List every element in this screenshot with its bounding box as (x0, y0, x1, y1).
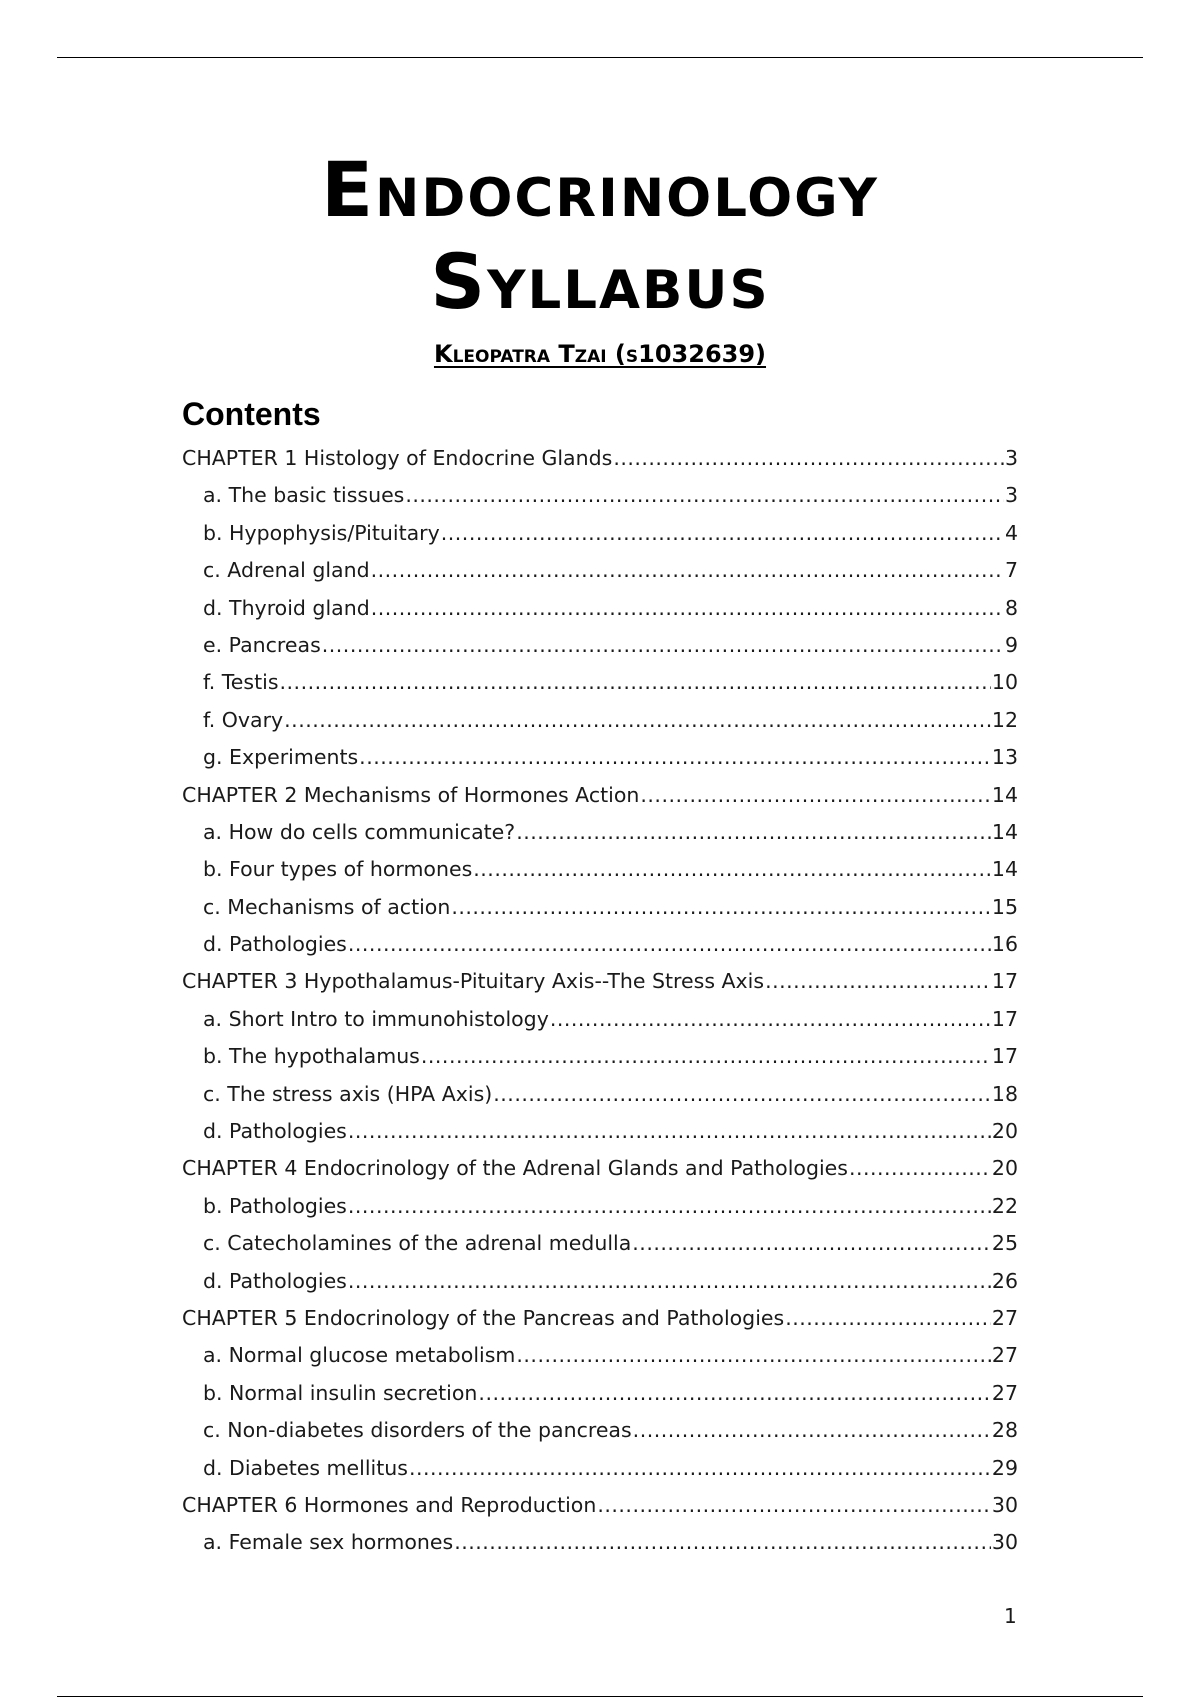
toc-dot-leader (284, 708, 991, 732)
toc-entry-label: g. Experiments (203, 745, 359, 770)
toc-section-entry[interactable] (182, 1269, 1018, 1306)
toc-entry-label: a. Female sex hormones (203, 1530, 454, 1555)
toc-entry-label: f. Ovary (203, 707, 284, 732)
toc-dot-leader (409, 1456, 991, 1480)
toc-dot-leader (550, 1007, 991, 1031)
toc-entry-page: 15 (991, 894, 1018, 919)
toc-chapter-entry[interactable] (182, 1156, 1018, 1193)
toc-entry-page: 17 (991, 1044, 1018, 1069)
toc-section-entry[interactable] (182, 521, 1018, 558)
toc-section-entry[interactable] (182, 1231, 1018, 1268)
toc-entry-page: 3 (1004, 483, 1018, 508)
toc-dot-leader (493, 1082, 991, 1106)
toc-entry-label: b. Hypophysis/Pituitary (203, 520, 440, 545)
toc-section-entry[interactable] (182, 1343, 1018, 1380)
toc-dot-leader (633, 1418, 991, 1442)
toc-entry-label: c. Adrenal gland (203, 558, 370, 583)
toc-entry-page: 4 (1004, 520, 1018, 545)
toc-entry-page: 3 (1004, 446, 1018, 470)
toc-entry-page: 14 (991, 857, 1018, 882)
toc-entry-label: d. Pathologies (203, 932, 347, 957)
toc-dot-leader (478, 1381, 990, 1405)
toc-section-entry[interactable] (182, 1044, 1018, 1081)
toc-entry-label: a. The basic tissues (203, 483, 405, 508)
toc-chapter-entry[interactable] (182, 446, 1018, 483)
toc-section-entry[interactable] (182, 1381, 1018, 1418)
toc-dot-leader (348, 1119, 991, 1143)
document-title-line-2: Syllabus (430, 237, 770, 326)
toc-section-entry[interactable] (182, 670, 1018, 707)
toc-section-entry[interactable] (182, 1456, 1018, 1493)
toc-dot-leader (280, 670, 991, 694)
toc-dot-leader (454, 1530, 991, 1554)
toc-entry-page: 14 (991, 782, 1018, 807)
toc-entry-label: b. Pathologies (203, 1193, 347, 1218)
toc-entry-page: 7 (1004, 558, 1018, 583)
toc-entry-page: 28 (991, 1418, 1018, 1443)
toc-dot-leader (516, 820, 991, 844)
toc-section-entry[interactable] (182, 596, 1018, 633)
toc-entry-page: 30 (991, 1530, 1018, 1555)
author-name: Kleopatra Tzai (s1032639) (433, 340, 767, 368)
toc-entry-page: 8 (1004, 595, 1018, 620)
toc-dot-leader (405, 483, 1004, 507)
toc-entry-label: d. Diabetes mellitus (203, 1455, 408, 1480)
toc-entry-page: 16 (991, 932, 1018, 957)
toc-entry-label: d. Thyroid gland (203, 595, 370, 620)
toc-entry-label: c. Non-diabetes disorders of the pancreas (203, 1418, 632, 1443)
toc-dot-leader (597, 1493, 991, 1517)
toc-entry-label: d. Pathologies (203, 1268, 347, 1293)
toc-entry-page: 9 (1004, 632, 1018, 657)
toc-section-entry[interactable] (182, 483, 1018, 520)
toc-entry-page: 10 (991, 670, 1018, 695)
toc-entry-page: 17 (991, 969, 1018, 994)
toc-dot-leader (451, 895, 991, 919)
header-rule (57, 57, 1143, 58)
toc-dot-leader (765, 969, 991, 993)
toc-entry-label: e. Pancreas (203, 632, 321, 657)
toc-entry-label: a. Short Intro to immunohistology (203, 1006, 549, 1031)
toc-chapter-entry[interactable] (182, 1493, 1018, 1530)
toc-section-entry[interactable] (182, 1194, 1018, 1231)
toc-entry-label: CHAPTER 2 Mechanisms of Hormones Action (182, 782, 640, 807)
toc-entry-page: 30 (991, 1492, 1018, 1517)
footer-rule (57, 1696, 1143, 1697)
toc-section-entry[interactable] (182, 708, 1018, 745)
toc-dot-leader (473, 857, 991, 881)
toc-entry-label: CHAPTER 6 Hormones and Reproduction (182, 1492, 597, 1517)
toc-section-entry[interactable] (182, 745, 1018, 782)
toc-entry-label: CHAPTER 3 Hypothalamus-Pituitary Axis--The Stress Axis (182, 969, 765, 994)
toc-dot-leader (348, 1194, 991, 1218)
toc-section-entry[interactable] (182, 857, 1018, 894)
table-of-contents (182, 446, 1018, 1568)
toc-dot-leader (371, 558, 1004, 582)
toc-section-entry[interactable] (182, 1418, 1018, 1455)
toc-dot-leader (348, 1269, 991, 1293)
toc-entry-label: CHAPTER 1 Histology of Endocrine Glands (182, 446, 613, 470)
toc-dot-leader (348, 932, 991, 956)
toc-entry-label: CHAPTER 4 Endocrinology of the Adrenal Glands and Pathologies (182, 1156, 848, 1181)
toc-entry-label: c. The stress axis (HPA Axis) (203, 1081, 493, 1106)
toc-entry-label: CHAPTER 5 Endocrinology of the Pancreas and Pathologies (182, 1305, 785, 1330)
toc-entry-label: b. The hypothalamus (203, 1044, 420, 1069)
toc-section-entry[interactable] (182, 820, 1018, 857)
toc-section-entry[interactable] (182, 633, 1018, 670)
toc-entry-page: 27 (991, 1343, 1018, 1368)
toc-section-entry[interactable] (182, 558, 1018, 595)
toc-entry-label: b. Normal insulin secretion (203, 1380, 478, 1405)
toc-dot-leader (359, 745, 991, 769)
toc-dot-leader (441, 521, 1004, 545)
toc-section-entry[interactable] (182, 932, 1018, 969)
toc-dot-leader (613, 446, 1004, 470)
toc-section-entry[interactable] (182, 1082, 1018, 1119)
toc-chapter-entry[interactable] (182, 1306, 1018, 1343)
toc-entry-label: a. How do cells communicate? (203, 819, 516, 844)
toc-dot-leader (371, 596, 1004, 620)
toc-entry-page: 12 (991, 707, 1018, 732)
toc-entry-page: 29 (991, 1455, 1018, 1480)
toc-entry-label: c. Catecholamines of the adrenal medulla (203, 1231, 632, 1256)
toc-entry-label: f. Testis (203, 670, 279, 695)
document-title-line-1: Endocrinology (321, 145, 879, 234)
page-number: 1 (1004, 1604, 1017, 1628)
toc-section-entry[interactable] (182, 895, 1018, 932)
toc-entry-label: c. Mechanisms of action (203, 894, 451, 919)
toc-entry-label: b. Four types of hormones (203, 857, 473, 882)
toc-entry-page: 18 (991, 1081, 1018, 1106)
toc-entry-page: 13 (991, 745, 1018, 770)
toc-dot-leader (421, 1044, 991, 1068)
toc-dot-leader (516, 1343, 991, 1367)
toc-entry-page: 26 (991, 1268, 1018, 1293)
toc-entry-label: d. Pathologies (203, 1119, 347, 1144)
toc-entry-page: 22 (991, 1193, 1018, 1218)
toc-entry-page: 20 (991, 1119, 1018, 1144)
toc-dot-leader (640, 783, 991, 807)
toc-chapter-entry[interactable] (182, 969, 1018, 1006)
toc-dot-leader (322, 633, 1004, 657)
toc-chapter-entry[interactable] (182, 783, 1018, 820)
document-title (0, 144, 1200, 328)
toc-section-entry[interactable] (182, 1007, 1018, 1044)
toc-entry-page: 14 (991, 819, 1018, 844)
toc-entry-label: a. Normal glucose metabolism (203, 1343, 516, 1368)
toc-entry-page: 20 (991, 1156, 1018, 1181)
toc-dot-leader (632, 1231, 991, 1255)
toc-section-entry[interactable] (182, 1119, 1018, 1156)
toc-entry-page: 27 (991, 1380, 1018, 1405)
toc-dot-leader (785, 1306, 991, 1330)
contents-heading: Contents (182, 396, 321, 432)
toc-entry-page: 27 (991, 1305, 1018, 1330)
toc-entry-page: 25 (991, 1231, 1018, 1256)
toc-entry-page: 17 (991, 1006, 1018, 1031)
toc-section-entry[interactable] (182, 1530, 1018, 1567)
toc-dot-leader (849, 1156, 991, 1180)
